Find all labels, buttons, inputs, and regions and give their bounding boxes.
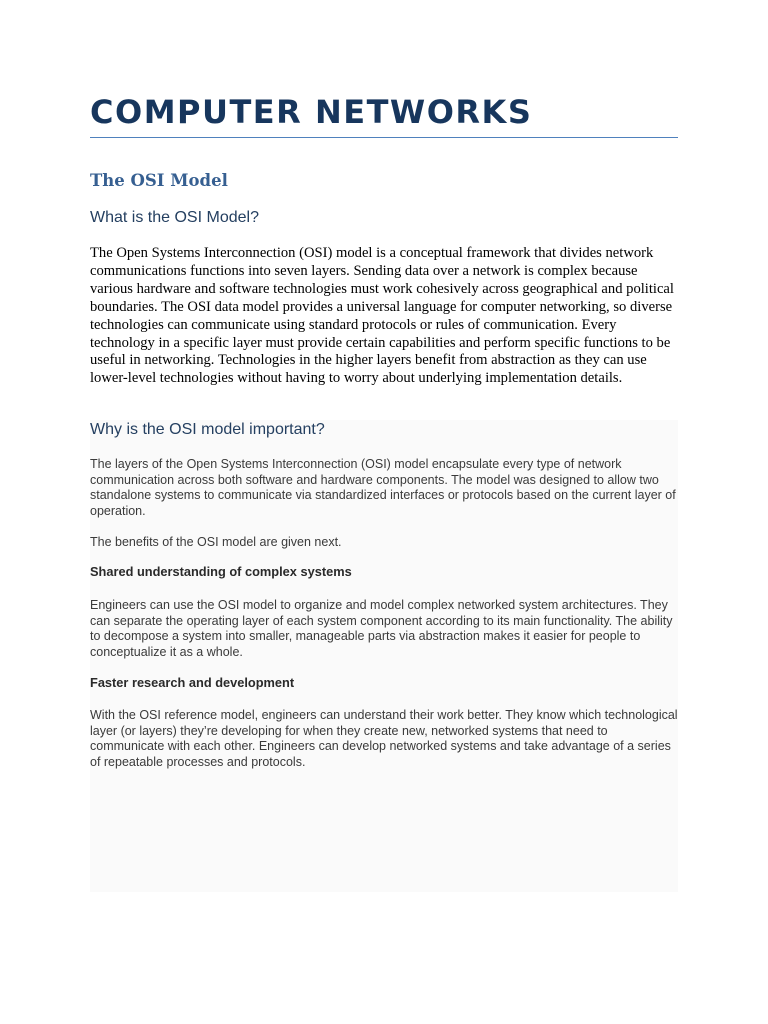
title-underline-rule — [90, 137, 678, 138]
benefits-intro-paragraph: The benefits of the OSI model are given next. — [90, 535, 342, 549]
benefit-heading-faster-research: Faster research and development — [90, 675, 295, 690]
benefit-body-faster-research: With the OSI reference model, engineers can understand their work better. They know which technological layer (or layers) they’re developing for when they create new, networked systems that need to communicate with each other. Engineers can develop networked systems and take advantage of a series of repeatable processes and protocols. — [90, 708, 678, 769]
layers-paragraph: The layers of the Open Systems Interconnection (OSI) model encapsulate every type of network communication across both software and hardware components. The model was designed to allow two standalone systems to communicate via standardized interfaces or protocols based on the current layer of operation. — [90, 457, 676, 518]
document-title: COMPUTER NETWORKS — [90, 93, 533, 131]
osi-definition-paragraph: The Open Systems Interconnection (OSI) model is a conceptual framework that divides network communications functions into seven layers. Sending data over a network is complex because various hardware and software technologies must work cohesively across geographical and political boundaries. The OSI data model provides a universal language for computer networking, so diverse technologies can communicate using standard protocols or rules of communication. Every technology in a specific layer must provide certain capabilities and perform specific functions to be useful in networking. Technologies in the higher layers benefit from abstraction as they can use lower-level technologies without having to worry about underlying implementation details. — [90, 245, 674, 387]
subheading-what-is-osi: What is the OSI Model? — [90, 209, 259, 226]
subheading-why-important: Why is the OSI model important? — [90, 421, 325, 438]
section-heading: The OSI Model — [90, 171, 228, 190]
benefit-body-shared-understanding: Engineers can use the OSI model to organize and model complex networked system architectures. They can separate the operating layer of each system component according to its main functionality. The ability to decompose a system into smaller, manageable parts via abstraction makes it easier for people to conceptualize it as a whole. — [90, 598, 673, 659]
benefit-heading-shared-understanding: Shared understanding of complex systems — [90, 564, 352, 579]
